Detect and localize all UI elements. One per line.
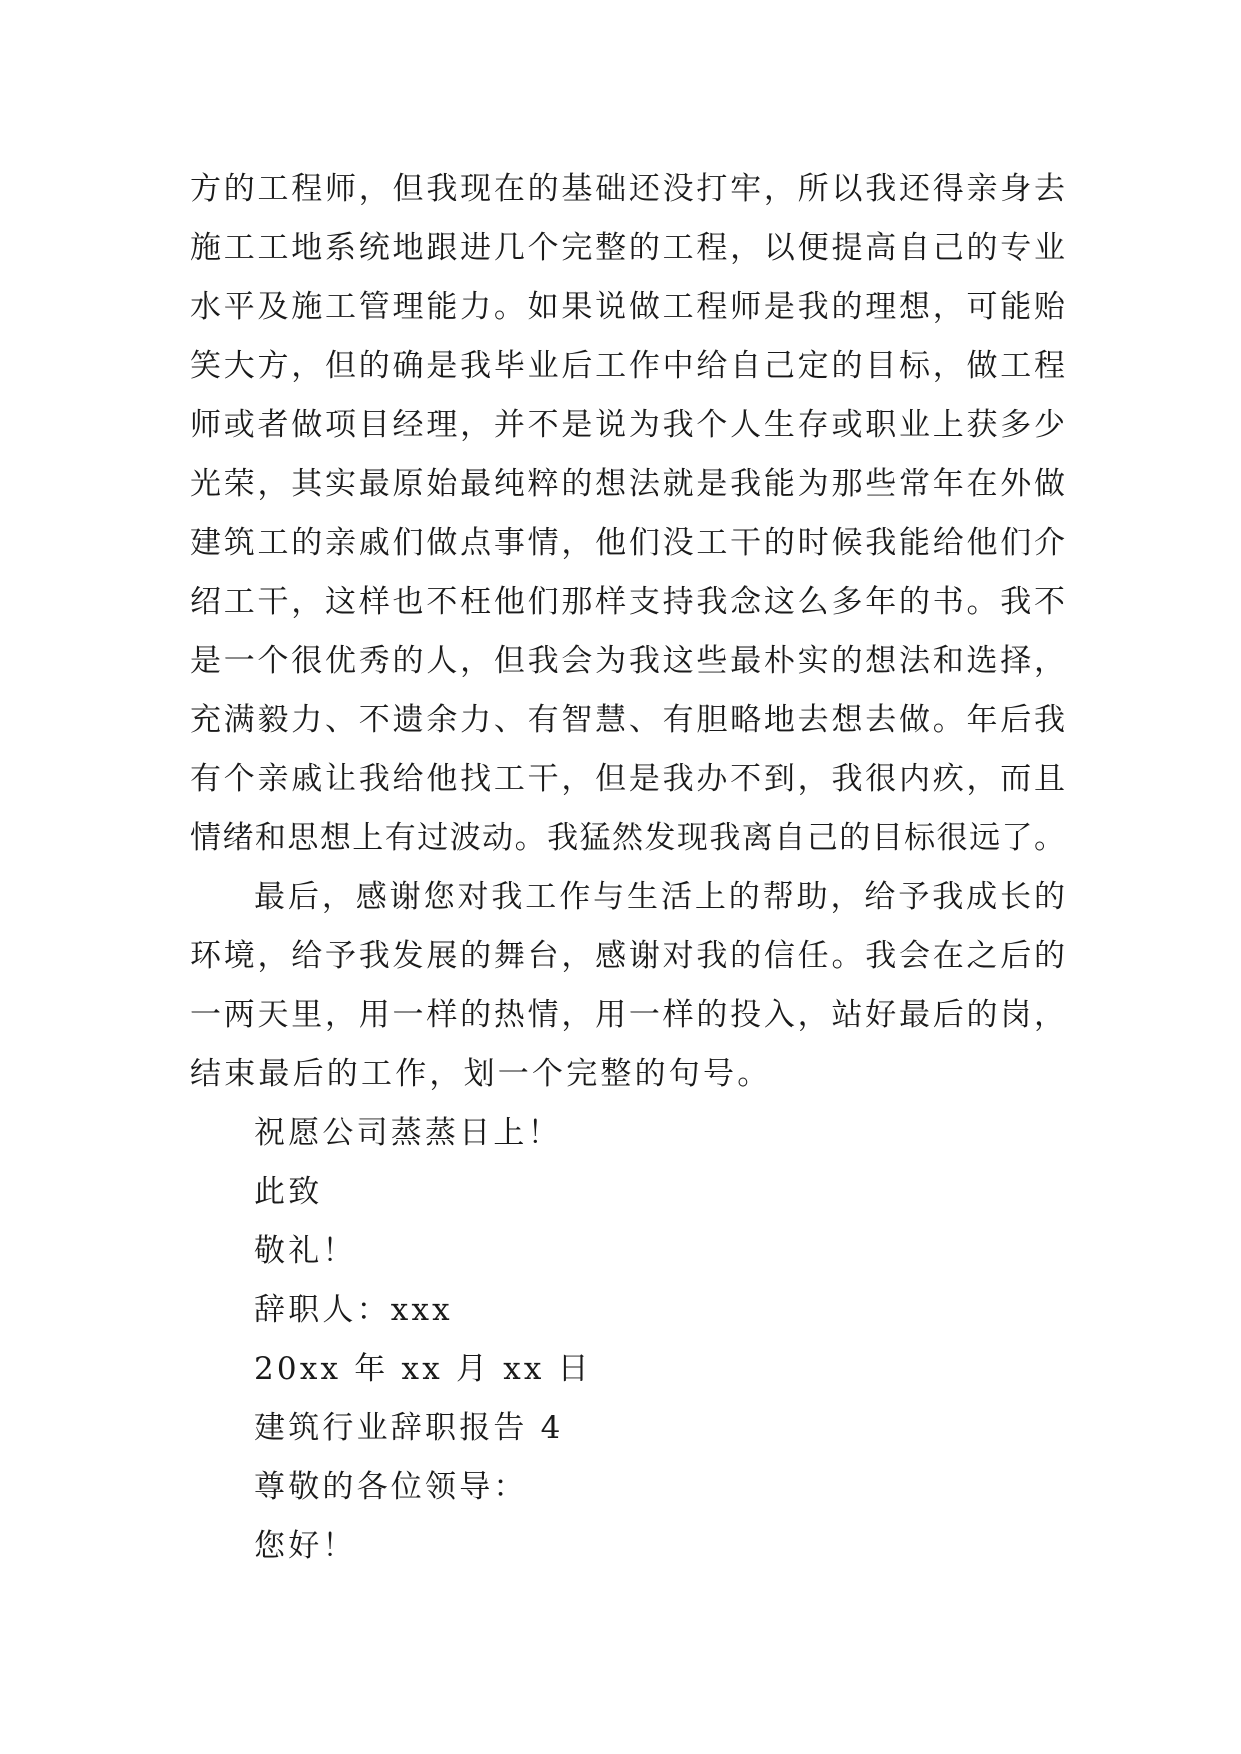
paragraph-1-line-4: 笑大方，但的确是我毕业后工作中给自己定的目标，做工程 bbox=[190, 348, 1065, 384]
paragraph-1-line-2: 施工工地系统地跟进几个完整的工程，以便提高自己的专业 bbox=[190, 230, 1065, 266]
closing-wish: 祝愿公司蒸蒸日上！ bbox=[254, 1115, 562, 1151]
paragraph-2-line-2: 环境，给予我发展的舞台，感谢对我的信任。我会在之后的 bbox=[190, 938, 1065, 974]
paragraph-1-line-8: 绍工干，这样也不枉他们那样支持我念这么多年的书。我不 bbox=[190, 584, 1065, 620]
paragraph-1-line-3: 水平及施工管理能力。如果说做工程师是我的理想，可能贻 bbox=[190, 289, 1065, 325]
paragraph-1-line-1: 方的工程师，但我现在的基础还没打牢，所以我还得亲身去 bbox=[190, 171, 1065, 207]
salutation-jingli: 敬礼！ bbox=[254, 1233, 357, 1269]
paragraph-2-line-3: 一两天里，用一样的热情，用一样的投入，站好最后的岗， bbox=[190, 997, 1065, 1033]
greeting-recipient: 尊敬的各位领导： bbox=[254, 1469, 528, 1505]
salutation-cizhi: 此致 bbox=[254, 1174, 323, 1210]
paragraph-1-line-5: 师或者做项目经理，并不是说为我个人生存或职业上获多少 bbox=[190, 407, 1065, 443]
paragraph-1-line-9: 是一个很优秀的人，但我会为我这些最朴实的想法和选择， bbox=[190, 643, 1065, 679]
paragraph-2-line-1: 最后，感谢您对我工作与生活上的帮助，给予我成长的 bbox=[254, 879, 1065, 915]
paragraph-2-line-4: 结束最后的工作，划一个完整的句号。 bbox=[190, 1056, 772, 1092]
signature-date: 20xx 年 xx 月 xx 日 bbox=[254, 1351, 592, 1387]
paragraph-1-line-10: 充满毅力、不遗余力、有智慧、有胆略地去想去做。年后我 bbox=[190, 702, 1065, 738]
section-title: 建筑行业辞职报告 4 bbox=[254, 1410, 564, 1446]
signer-name: 辞职人：xxx bbox=[254, 1292, 453, 1328]
paragraph-1-line-7: 建筑工的亲戚们做点事情，他们没工干的时候我能给他们介 bbox=[190, 525, 1065, 561]
greeting-line: 您好！ bbox=[254, 1528, 357, 1564]
document-body bbox=[190, 160, 1065, 1576]
paragraph-1-line-11: 有个亲戚让我给他找工干，但是我办不到，我很内疚，而且 bbox=[190, 761, 1065, 797]
paragraph-1-line-6: 光荣，其实最原始最纯粹的想法就是我能为那些常年在外做 bbox=[190, 466, 1065, 502]
paragraph-1-line-12: 情绪和思想上有过波动。我猛然发现我离自己的目标很远了。 bbox=[190, 820, 1065, 856]
